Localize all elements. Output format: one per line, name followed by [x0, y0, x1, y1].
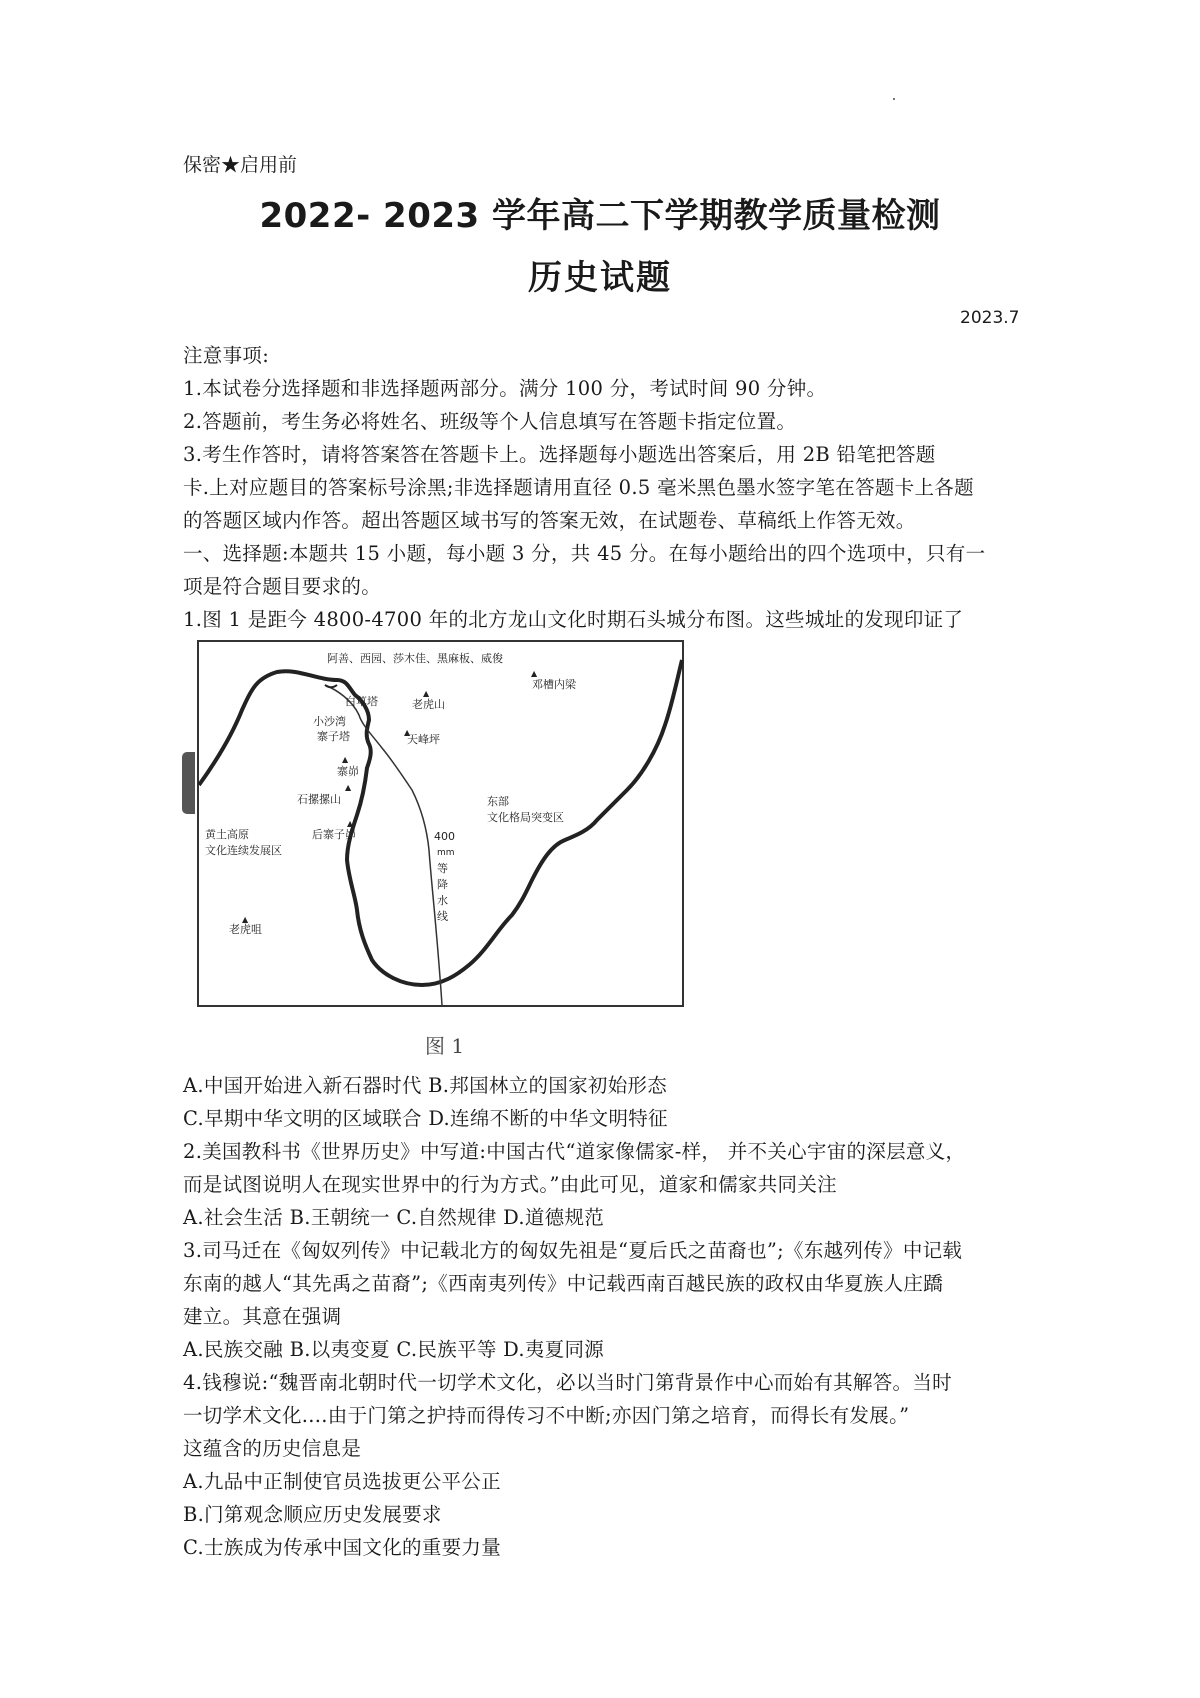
- question-4-option: A.九品中正制使官员选拔更公平公正: [183, 1470, 501, 1493]
- figure-1-map: [197, 640, 684, 1007]
- question-3-stem: 东南的越人“其先禹之苗裔”;《西南夷列传》中记载西南百越民族的政权由华夏族人庄蹻: [183, 1272, 944, 1295]
- map-label-isohyet: 等: [437, 862, 448, 875]
- question-4-option: C.士族成为传承中国文化的重要力量: [183, 1536, 502, 1559]
- svg-text:▲: ▲: [531, 669, 538, 678]
- question-2-stem: 2.美国教科书《世界历史》中写道:中国古代“道家像儒家-样， 并不关心宇宙的深层意义，: [183, 1140, 966, 1163]
- confidential-label: 保密★启用前: [183, 154, 298, 176]
- question-3-stem: 3.司马迁在《匈奴列传》中记载北方的匈奴先祖是“夏后氏之苗裔也”;《东越列传》中记载: [183, 1239, 963, 1262]
- question-2-stem: 而是试图说明人在现实世界中的行为方式。”由此可见，道家和儒家共同关注: [183, 1173, 837, 1196]
- map-label-east-1: 东部: [487, 795, 509, 808]
- question-3-stem: 建立。其意在强调: [183, 1305, 342, 1328]
- question-4-option: B.门第观念顺应历史发展要求: [183, 1503, 442, 1526]
- exam-date: 2023.7: [960, 308, 1020, 328]
- question-1-option: A.中国开始进入新石器时代 B.邦国林立的国家初始形态: [183, 1074, 668, 1097]
- map-label-laohushan: 老虎山: [412, 698, 445, 711]
- figure-1-caption: 图 1: [425, 1034, 465, 1058]
- question-2-options: A.社会生活 B.王朝统一 C.自然规律 D.道德规范: [183, 1206, 605, 1229]
- svg-text:▲: ▲: [347, 819, 354, 828]
- svg-text:▲: ▲: [345, 783, 352, 792]
- exam-subtitle: 历史试题: [528, 258, 672, 298]
- svg-text:▲: ▲: [404, 728, 411, 737]
- note-item: 3.考生作答时，请将答案答在答题卡上。选择题每小题选出答案后，用 2B 铅笔把答题: [183, 443, 936, 466]
- map-label-xiaoshawan: 小沙湾: [313, 715, 346, 728]
- question-4-stem: 4.钱穆说:“魏晋南北朝时代一切学术文化，必以当时门第背景作中心而始有其解答。当时: [183, 1371, 952, 1394]
- note-item: 2.答题前，考生务必将姓名、班级等个人信息填写在答题卡指定位置。: [183, 410, 797, 433]
- map-label-zhaimao: 寨峁: [337, 765, 359, 778]
- map-label-isohyet: mm: [437, 848, 455, 858]
- map-label-loess-2: 文化连续发展区: [205, 844, 282, 857]
- question-4-stem: 这蕴含的历史信息是: [183, 1437, 362, 1460]
- question-1-stem: 1.图 1 是距今 4800-4700 年的北方龙山文化时期石头城分布图。这些城址的发现印证了: [183, 608, 964, 631]
- question-1-option: C.早期中华文明的区域联合 D.连绵不断的中华文明特征: [183, 1107, 668, 1130]
- svg-text:▲: ▲: [242, 915, 249, 924]
- map-label-isohyet: 水: [437, 894, 448, 907]
- section-heading: 一、选择题:本题共 15 小题，每小题 3 分，共 45 分。在每小题给出的四个选项中，只有一: [183, 542, 986, 565]
- map-label-isohyet: 降: [437, 878, 448, 891]
- note-item: 1.本试卷分选择题和非选择题两部分。满分 100 分，考试时间 90 分钟。: [183, 377, 827, 400]
- notes-heading: 注意事项:: [183, 344, 270, 367]
- map-svg: [197, 640, 684, 1007]
- map-label-isohyet: 线: [437, 910, 448, 923]
- map-label-shimao: 石摞摞山: [297, 793, 341, 806]
- note-item: 卡.上对应题目的答案标号涂黑;非选择题请用直径 0.5 毫米黑色墨水签字笔在答题卡上各题: [183, 476, 974, 499]
- map-label-dengcao: 邓槽内梁: [532, 678, 576, 691]
- note-item: 的答题区域内作答。超出答题区域书写的答案无效，在试题卷、草稿纸上作答无效。: [183, 509, 916, 532]
- map-label-isohyet: 400: [434, 830, 455, 843]
- map-label-top: 阿善、西园、莎木佳、黑麻板、威俊: [327, 652, 503, 665]
- map-label-tianfeng: 天峰坪: [407, 733, 440, 746]
- binding-tab: [182, 752, 195, 814]
- map-label-zhaizita: 寨子塔: [317, 730, 350, 743]
- question-3-options: A.民族交融 B.以夷变夏 C.民族平等 D.夷夏同源: [183, 1338, 605, 1361]
- section-heading-cont: 项是符合题目要求的。: [183, 575, 382, 598]
- map-label-loess-1: 黄土高原: [205, 828, 249, 841]
- svg-text:▲: ▲: [342, 755, 349, 764]
- map-label-baicaota: 白草塔: [345, 695, 378, 708]
- map-label-east-2: 文化格局突变区: [487, 811, 564, 824]
- map-label-laohuzui: 老虎咀: [229, 923, 262, 936]
- svg-text:▲: ▲: [423, 689, 430, 698]
- map-label-houzhai: 后寨子峁: [312, 828, 356, 841]
- exam-title: 2022- 2023 学年高二下学期教学质量检测: [259, 196, 941, 236]
- scan-speck: [893, 98, 895, 100]
- question-4-stem: 一切学术文化....由于门第之护持而得传习不中断;亦因门第之培育，而得长有发展。”: [183, 1404, 910, 1427]
